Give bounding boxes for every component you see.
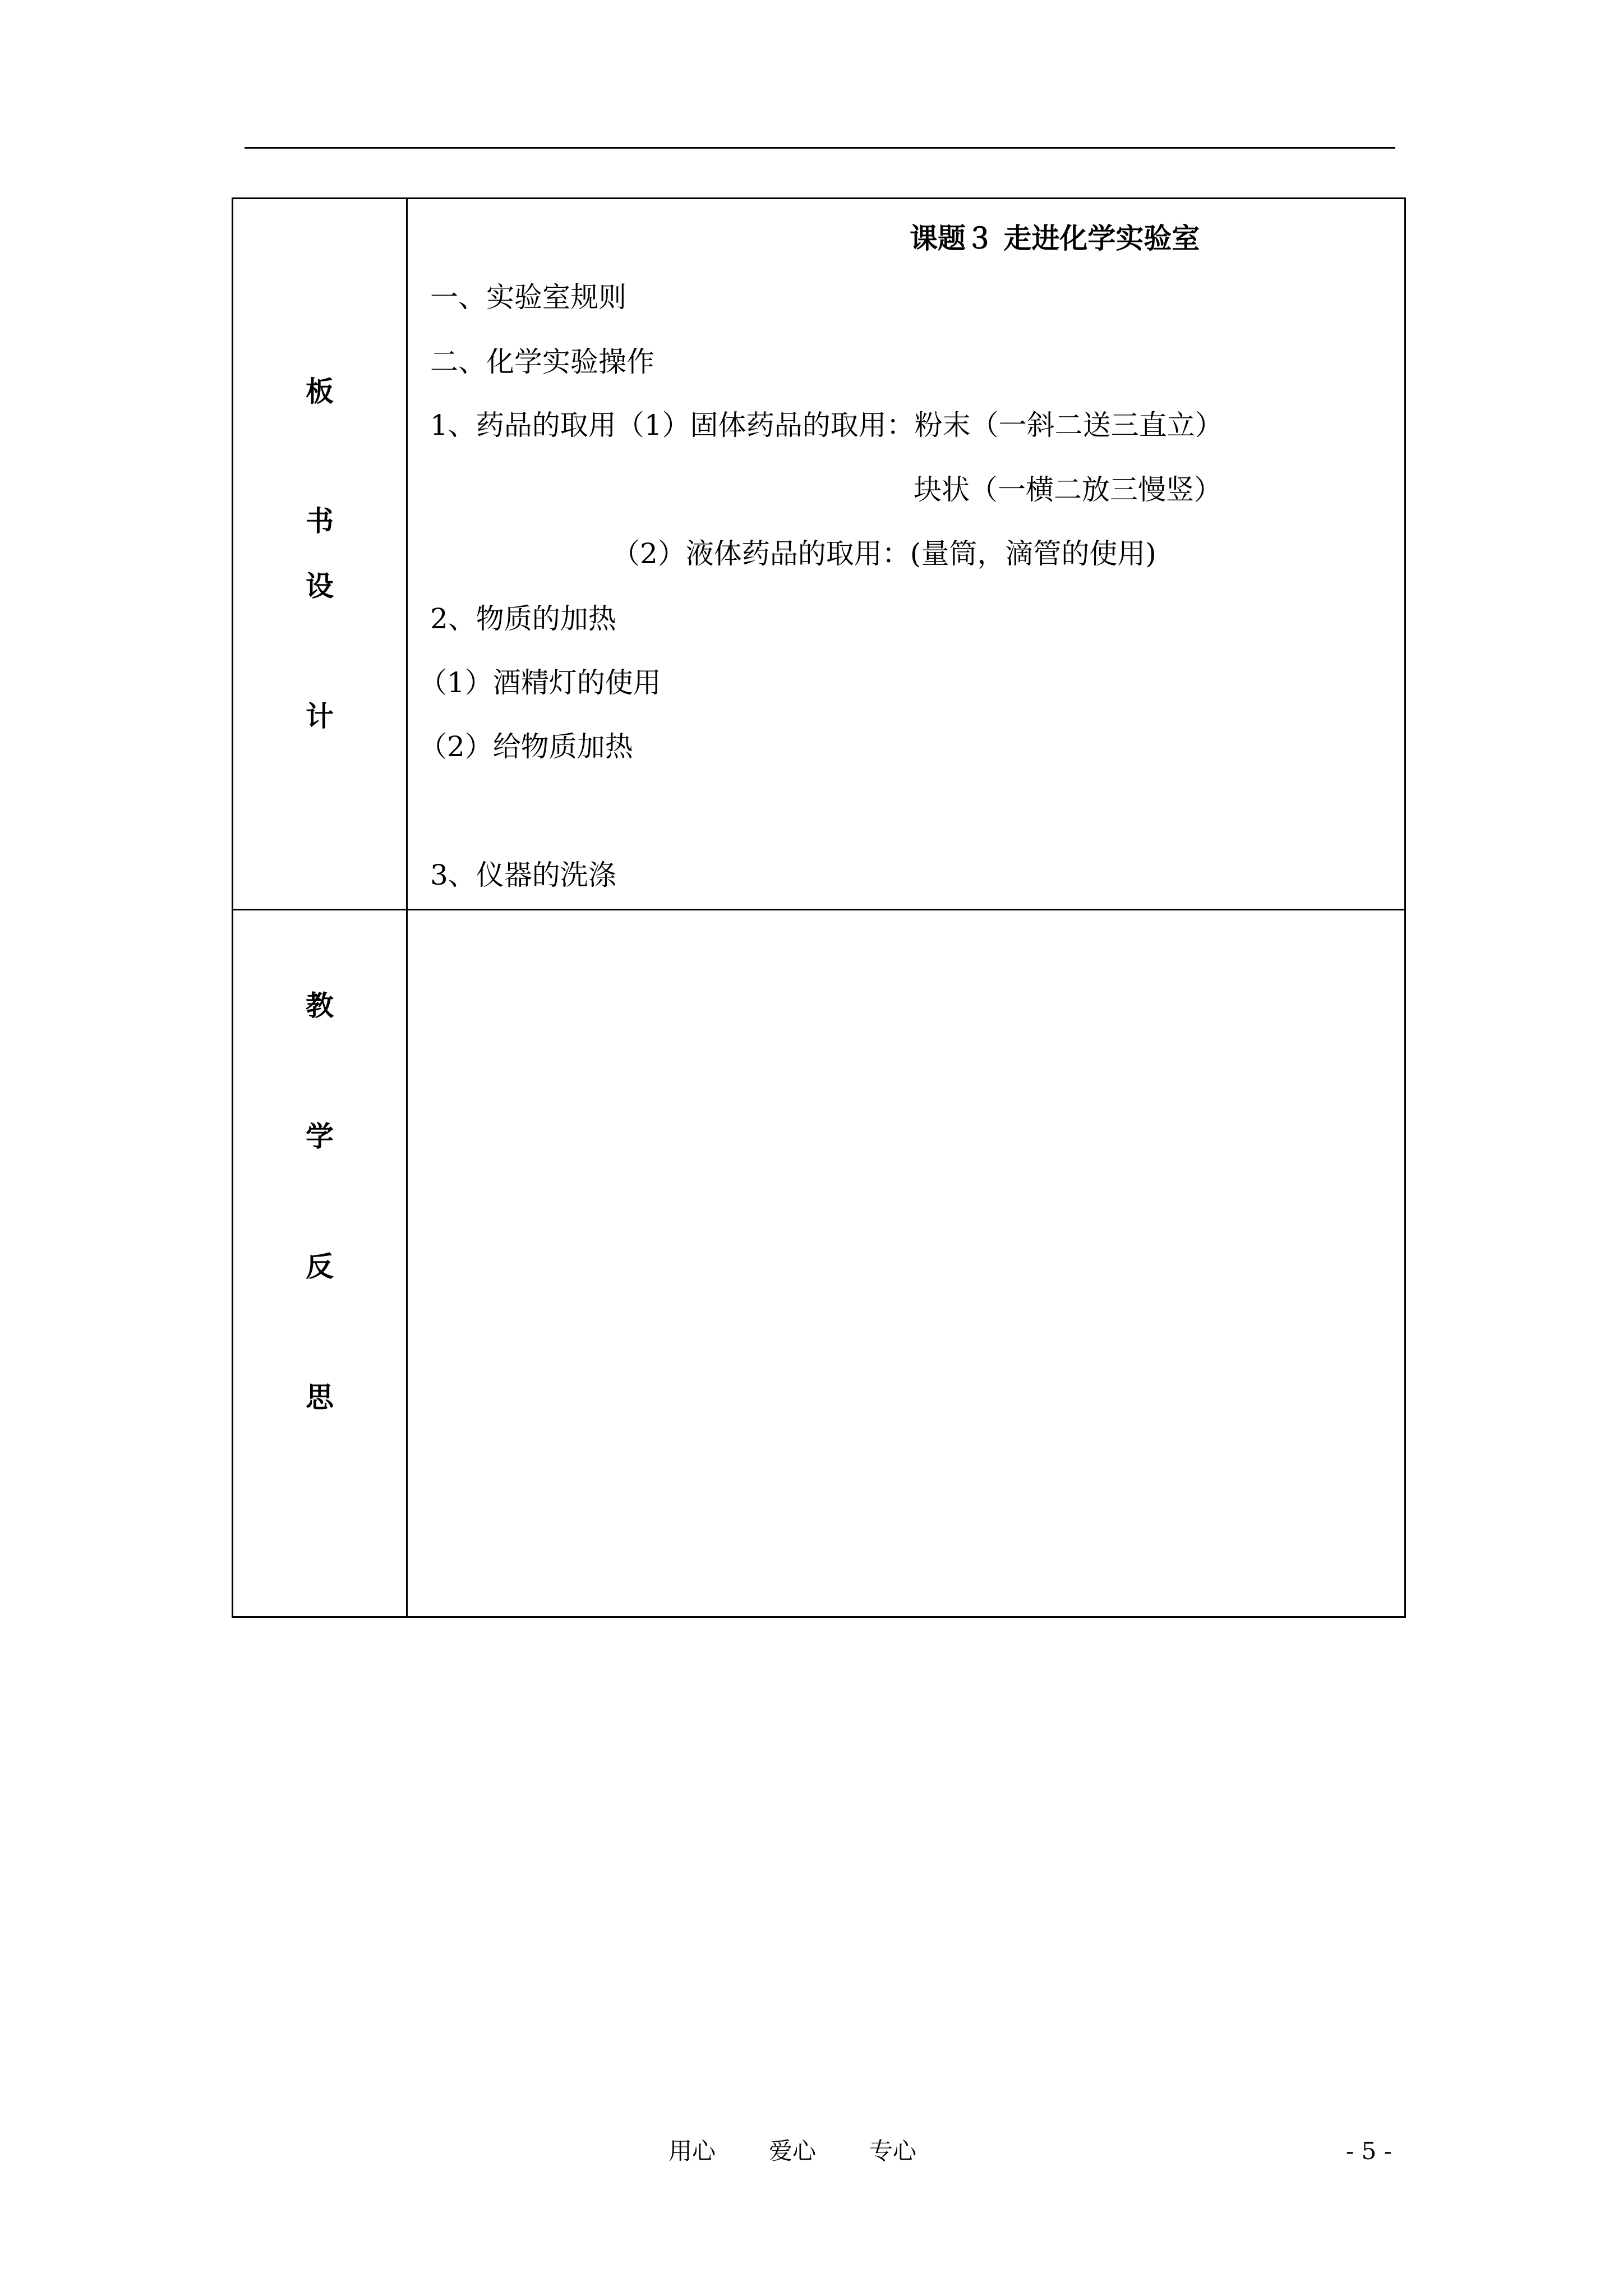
board-design-content [408,199,1404,909]
board-design-label-char: 设 [306,569,334,602]
board-line: 2、物质的加热 [430,602,616,635]
page-number: - 5 - [1346,2137,1392,2165]
footer-motto-item: 专心 [869,2137,917,2165]
board-design-row [233,199,1404,910]
board-design-label-char: 书 [306,504,334,537]
footer-motto-item: 用心 [668,2137,716,2165]
teaching-reflection-row [233,910,1404,1616]
board-line: （2）给物质加热 [419,730,633,763]
board-line: （2）液体药品的取用：(量筒，滴管的使用) [612,537,1156,570]
board-line: （1）酒精灯的使用 [419,666,661,699]
footer-motto-item: 爱心 [769,2137,817,2165]
teaching-reflection-content [408,910,1404,1616]
board-line: 二、化学实验操作 [430,346,654,378]
board-design-label-char: 计 [306,700,334,733]
lesson-plan-table [232,197,1406,1618]
board-line: 3、仪器的洗涤 [430,859,616,891]
teaching-reflection-label-char: 学 [306,1120,334,1153]
board-design-label [233,199,408,909]
teaching-reflection-label-char: 思 [306,1381,334,1414]
board-line: 一、实验室规则 [430,281,626,314]
board-line: 1、药品的取用（1）固体药品的取用：粉末（一斜二送三直立） [430,409,1223,441]
board-design-label-char: 板 [306,375,334,408]
teaching-reflection-label-char: 反 [306,1250,334,1283]
teaching-reflection-label [233,910,408,1616]
header-rule [245,147,1395,149]
teaching-reflection-label-char: 教 [306,989,334,1022]
lesson-title: 课题３ 走进化学实验室 [910,222,1200,255]
board-line: 块状（一横二放三慢竖） [914,473,1222,506]
